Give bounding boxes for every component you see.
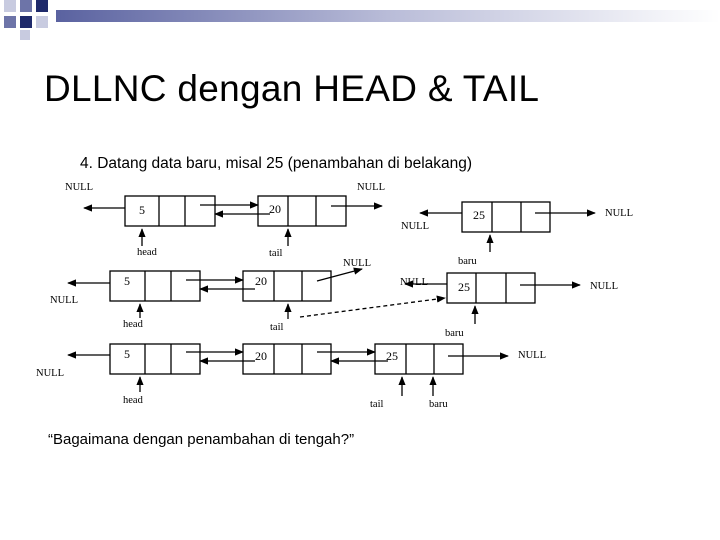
null-label: NULL	[357, 182, 385, 193]
head-label: head	[123, 395, 143, 406]
step-heading: 4. Datang data baru, misal 25 (penambahan di belakang)	[80, 155, 473, 172]
question-text: “Bagaimana dengan penambahan di tengah?”	[48, 431, 355, 448]
baru-label: baru	[458, 256, 477, 267]
baru-label: baru	[445, 328, 464, 339]
row-2	[68, 269, 580, 324]
node-value: 20	[269, 202, 281, 216]
head-label: head	[123, 319, 143, 330]
slide-title: DLLNC dengan HEAD & TAIL	[44, 68, 540, 109]
null-label: NULL	[50, 295, 78, 306]
node-value: 5	[124, 274, 130, 288]
null-label: NULL	[605, 208, 633, 219]
node-value: 25	[386, 349, 398, 363]
node-value: 25	[473, 208, 485, 222]
tail-label: tail	[370, 399, 384, 410]
tail-label: tail	[270, 322, 284, 333]
node-value: 25	[458, 280, 470, 294]
row-3	[68, 344, 508, 396]
null-label: NULL	[400, 277, 428, 288]
null-label: NULL	[518, 350, 546, 361]
null-label: NULL	[36, 368, 64, 379]
node-value: 20	[255, 349, 267, 363]
head-label: head	[137, 247, 157, 258]
tail-label: tail	[269, 248, 283, 259]
null-label: NULL	[65, 182, 93, 193]
baru-label: baru	[429, 399, 448, 410]
null-label: NULL	[401, 221, 429, 232]
null-label: NULL	[590, 281, 618, 292]
node-value: 20	[255, 274, 267, 288]
node-value: 5	[124, 347, 130, 361]
null-label: NULL	[343, 258, 371, 269]
node-value: 5	[139, 203, 145, 217]
row-1	[84, 196, 595, 252]
